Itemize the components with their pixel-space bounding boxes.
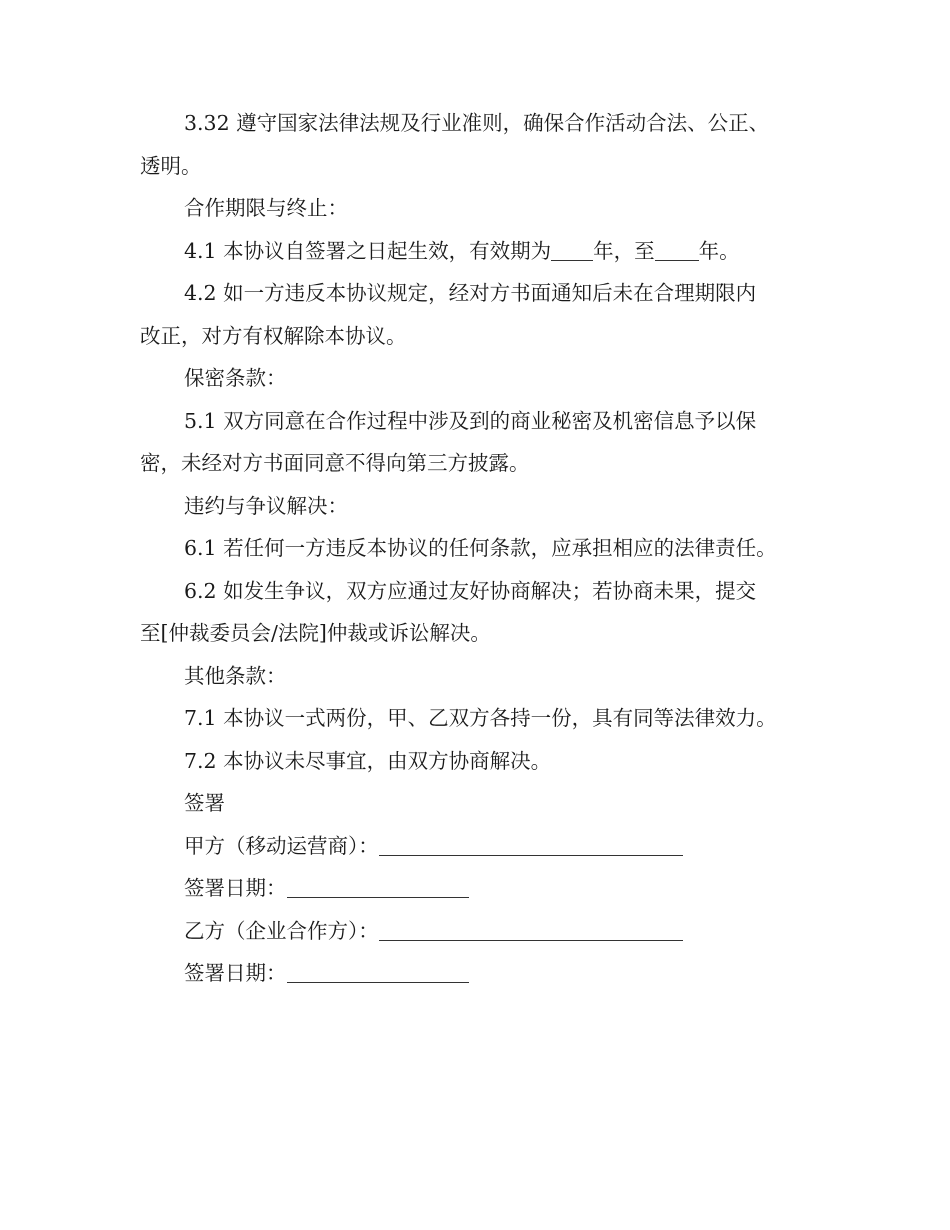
term-years-blank [551,242,593,261]
clause-7-1: 7.1 本协议一式两份，甲、乙双方各持一份，具有同等法律效力。 [184,706,777,730]
party-b-date-line [287,964,469,983]
party-b-date-label: 签署日期： [184,961,287,985]
clause-4-1-text-a: 4.1 本协议自签署之日起生效，有效期为 [184,238,552,263]
clause-5-1-line2: 密，未经对方书面同意不得向第三方披露。 [140,451,530,475]
clause-3-32 [140,102,830,145]
clause-3-32-line2: 透明。 [140,153,202,178]
clause-5-1-continuation [140,442,830,485]
section-heading-confidentiality: 保密条款： [184,366,287,390]
clause-4-2 [140,272,830,315]
party-a-date-label: 签署日期： [184,876,287,900]
party-a-date-row [140,867,830,910]
party-a-signature-line [379,837,683,856]
clause-4-1 [140,230,830,273]
party-b-label: 乙方（企业合作方）： [184,918,379,943]
party-b-date-row [140,952,830,995]
clause-6-2-line1: 6.2 如发生争议，双方应通过友好协商解决；若协商未果，提交 [184,578,757,603]
clause-4-2-line2: 改正，对方有权解除本协议。 [140,323,407,348]
clause-4-1-text-c: 年。 [698,238,740,263]
party-a-date-line [287,879,469,898]
term-end-year-blank [655,242,699,261]
clause-5-1-line1: 5.1 双方同意在合作过程中涉及到的商业秘密及机密信息予以保 [184,408,757,433]
clause-4-1-text-b: 年，至 [593,238,655,263]
document-body [140,102,830,995]
clause-6-2 [140,570,830,613]
clause-3-32-line1: 3.32 遵守国家法律法规及行业准则，确保合作活动合法、公正、 [184,111,770,135]
clause-7-2: 7.2 本协议未尽事宜，由双方协商解决。 [184,748,552,773]
clause-3-32-continuation [140,145,830,188]
clause-6-1: 6.1 若任何一方违反本协议的任何条款，应承担相应的法律责任。 [184,536,777,560]
section-heading-other: 其他条款： [184,663,287,688]
party-a-label: 甲方（移动运营商）： [184,833,379,858]
party-a-signature-row [140,825,830,868]
clause-4-2-continuation [140,315,830,358]
clause-6-2-continuation [140,612,830,655]
signing-heading: 签署 [184,791,225,815]
clause-4-2-line1: 4.2 如一方违反本协议规定，经对方书面通知后未在合理期限内 [184,281,757,305]
clause-5-1 [140,400,830,443]
party-b-signature-line [379,922,683,941]
section-heading-term: 合作期限与终止： [184,196,348,220]
clause-6-2-line2: 至[仲裁委员会/法院]仲裁或诉讼解决。 [140,621,491,645]
party-b-signature-row [140,910,830,953]
section-heading-breach: 违约与争议解决： [184,493,348,518]
